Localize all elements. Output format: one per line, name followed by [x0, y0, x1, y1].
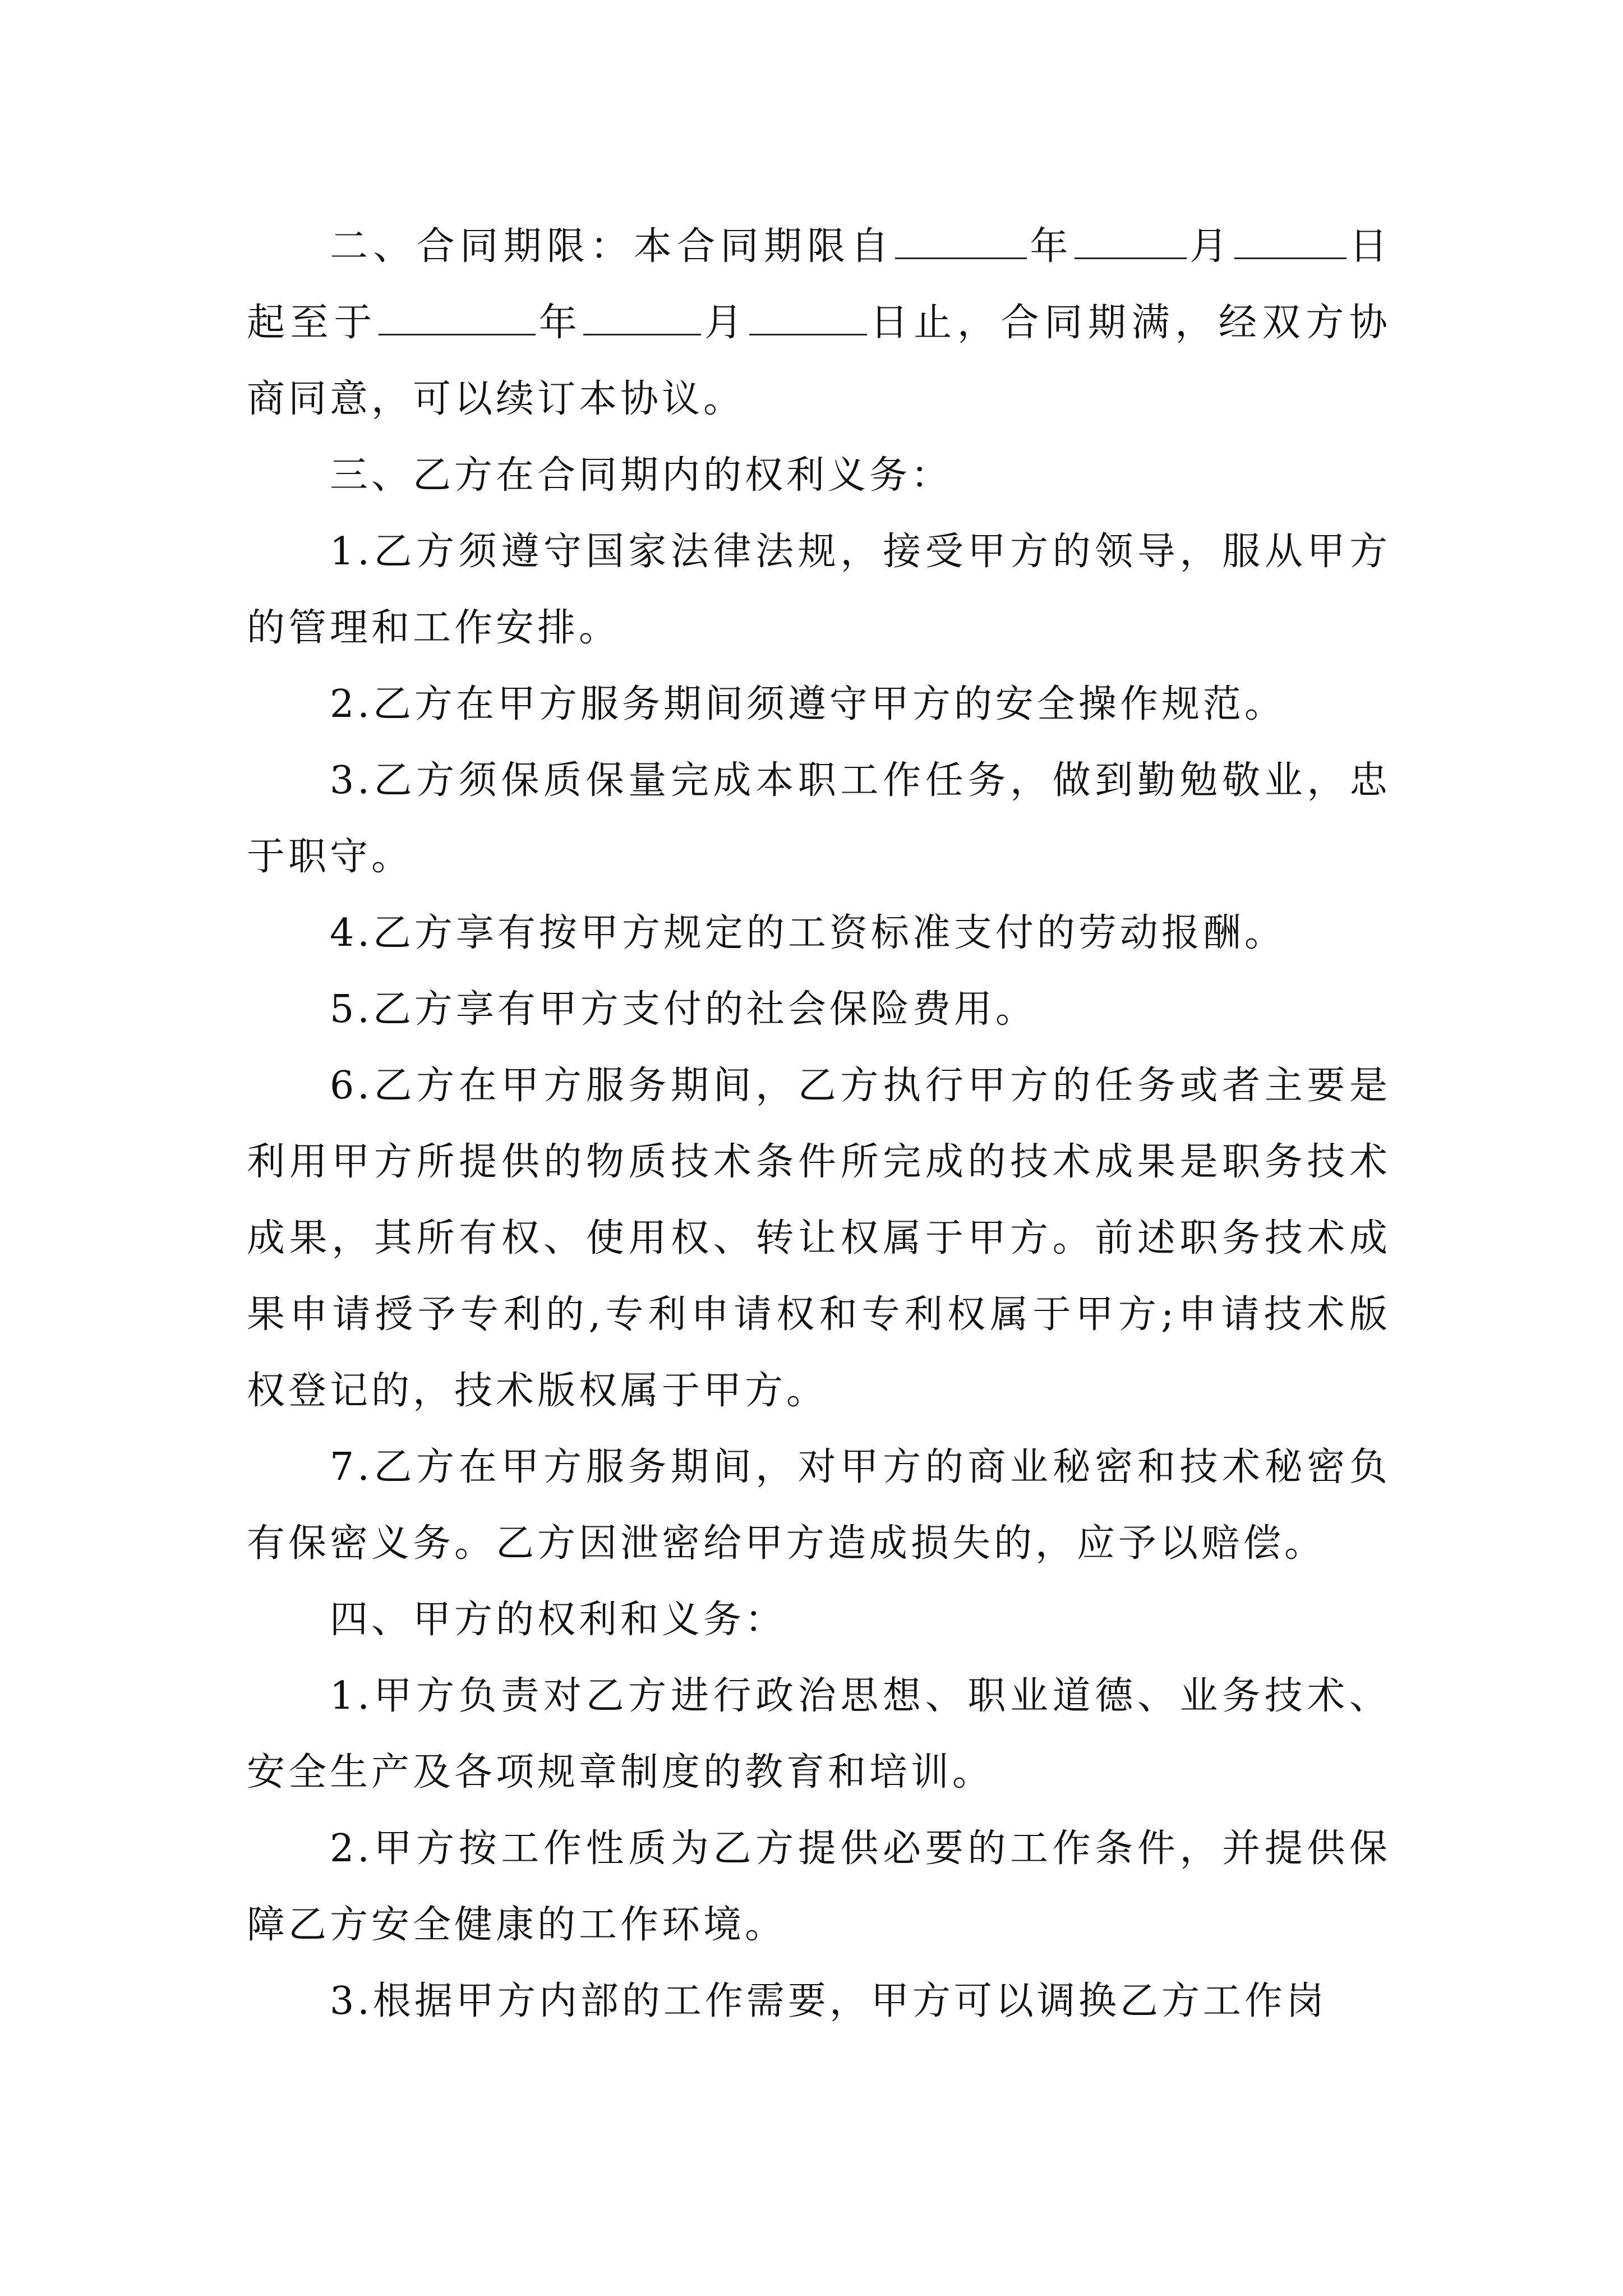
party-a-clause-2: 2.甲方按工作性质为乙方提供必要的工作条件，并提供保障乙方安全健康的工作环境。: [247, 1826, 1391, 1947]
party-b-clause-2: 2.乙方在甲方服务期间须遵守甲方的安全操作规范。: [330, 682, 1286, 726]
party-b-clause-4: 4.乙方享有按甲方规定的工资标准支付的劳动报酬。: [330, 911, 1286, 955]
party-b-clause-5: 5.乙方享有甲方支付的社会保险费用。: [330, 987, 1037, 1032]
end-month-blank: [583, 295, 701, 335]
term-end-text: 日止，合同期满，经双方协商同意，可以续订本协议。: [247, 301, 1391, 421]
end-year-label: 年: [537, 301, 583, 345]
start-year-blank: [895, 218, 1027, 259]
section-three-heading: 三、乙方在合同期内的权利义务：: [330, 453, 953, 498]
party-b-clause-1: 1.乙方须遵守国家法律法规，接受甲方的领导，服从甲方的管理和工作安排。: [247, 530, 1391, 650]
document-body: [247, 209, 1391, 2040]
party-a-clause-3: 3.根据甲方内部的工作需要，甲方可以调换乙方工作岗: [330, 1979, 1327, 2023]
term-intro-text: 二、合同期限：本合同期限自: [330, 224, 895, 269]
start-month-blank: [1075, 218, 1187, 259]
party-b-clause-7: 7.乙方在甲方服务期间，对甲方的商业秘密和技术秘密负有保密义务。乙方因泄密给甲方造成损失的，应予以赔偿。: [247, 1445, 1391, 1566]
party-a-clause-1: 1.甲方负责对乙方进行政治思想、职业道德、业务技术、安全生产及各项规章制度的教育和培训。: [247, 1674, 1391, 1795]
start-day-label: 日起至于: [247, 224, 1391, 345]
contract-term-paragraph: [247, 209, 1391, 438]
section-four-heading: 四、甲方的权利和义务：: [330, 1598, 787, 1642]
end-year-blank: [379, 295, 536, 335]
end-month-label: 月: [702, 301, 748, 345]
party-b-clause-6: 6.乙方在甲方服务期间，乙方执行甲方的任务或者主要是利用甲方所提供的物质技术条件所完成的技术成果是职务技术成果，其所有权、使用权、转让权属于甲方。前述职务技术成果申请授予专利的,专利申请权和专利权属于甲方;申请技术版权登记的，技术版权属于甲方。: [247, 1064, 1391, 1413]
start-day-blank: [1234, 218, 1347, 259]
end-day-blank: [749, 295, 867, 335]
start-month-label: 月: [1187, 224, 1233, 269]
start-year-label: 年: [1028, 224, 1073, 269]
party-b-clause-3: 3.乙方须保质保量完成本职工作任务，做到勤勉敬业，忠于职守。: [247, 758, 1391, 879]
